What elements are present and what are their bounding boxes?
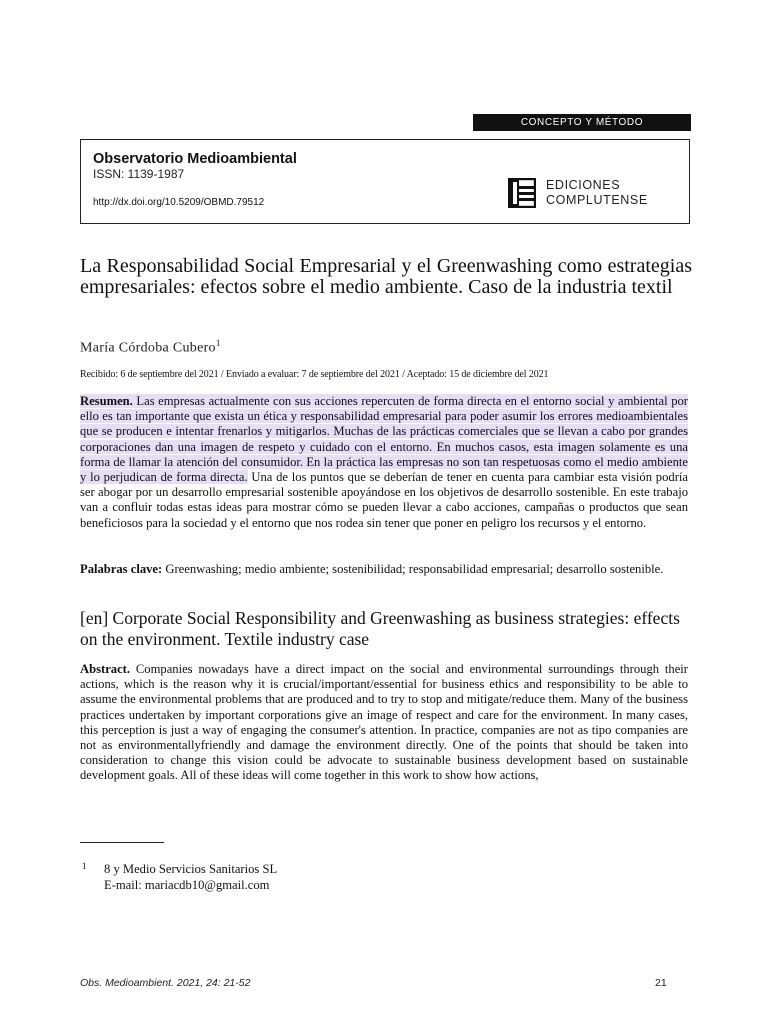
article-title: La Responsabilidad Social Empresarial y el Greenwashing como estrategias empresariales: efectos sobre el medio ambiente. Caso de la industria textil <box>80 255 692 298</box>
keywords-label: Palabras clave: <box>80 562 163 576</box>
footnote-email[interactable]: E-mail: mariacdb10@gmail.com <box>104 878 270 892</box>
abstract-label: Abstract. <box>80 662 131 676</box>
keywords-paragraph <box>80 562 688 577</box>
abstract-paragraph <box>80 662 688 784</box>
footer-citation: Obs. Medioambient. 2021, 24: 21-52 <box>80 977 251 989</box>
resumen-text: Una de los puntos que se deberían de tener en cuenta para cambiar esta visión podría ser abogar por un desarrollo empresarial sostenible apoyándose en los objetivos de desarrollo sostenible. En este trabajo van a confluir todas estas ideas para mostrar cómo se pueden llevar a cabo acciones, campañas o productos que sean beneficiosos para la sociedad y el entorno que nos rodea sin tener que poner en peligro los recursos y el entorno. <box>80 470 688 530</box>
journal-doi-link[interactable]: http://dx.doi.org/10.5209/OBMD.79512 <box>93 197 265 208</box>
resumen-label: Resumen. <box>80 394 133 408</box>
resumen-highlighted-text: Las empresas actualmente con sus acciones repercuten de forma directa en el entorno social y ambiental por ello es tan importante que exista un ética y responsabilidad empresarial para poder asumir los errores medioambientales que se producen e intentar frenarlos y mitigarlos. Muchas de las prácticas comerciales que se llevan a cabo por grandes corporaciones dan una imagen de respeto y cuidado con el entorno. En muchos casos, esta imagen solamente es una forma de llamar la atención del consumidor. En la práctica las empresas no son tan respetuosas como el medio ambiente y lo perjudican de forma directa. <box>80 394 688 485</box>
keywords-text: Greenwashing; medio ambiente; sostenibilidad; responsabilidad empresarial; desarrollo sostenible. <box>165 562 664 576</box>
journal-name: Observatorio Medioambiental <box>93 151 297 167</box>
author-footnote-mark[interactable]: 1 <box>215 338 221 348</box>
resumen-paragraph <box>80 394 688 531</box>
footnote-affiliation: 8 y Medio Servicios Sanitarios SL <box>104 862 278 876</box>
footnote-divider <box>80 842 164 843</box>
footnote-text <box>104 861 277 893</box>
publisher-line-1: EDICIONES <box>546 178 621 192</box>
section-badge: CONCEPTO Y MÉTODO <box>473 114 691 131</box>
author-name: María Córdoba Cubero <box>80 340 216 356</box>
page-number: 21 <box>655 977 667 989</box>
journal-header-box <box>80 139 690 224</box>
journal-issn: ISSN: 1139-1987 <box>93 167 185 181</box>
submission-dates: Recibido: 6 de septiembre del 2021 / Enviado a evaluar: 7 de septiembre del 2021 / Aceptado: 15 de diciembre del 2021 <box>80 369 549 380</box>
english-title: [en] Corporate Social Responsibility and Greenwashing as business strategies: effects on the environment. Textile industry case <box>80 608 680 649</box>
footnote-number: 1 <box>82 861 87 871</box>
abstract-text: Companies nowadays have a direct impact on the social and environmental surroundings through their actions, which is the reason why it is crucial/important/essential for business ethics and responsibility to be able to assume the environmental problems that are produced and to try to stop and mitigate/reduce them. Many of the business practices undertaken by important corporations give an image of respect and care for the environment. In many cases, this perception is just a way of engaging the consumer's attention. In practice, companies are not as tipo companies are not as environmentallyfriendly and damage the environment directly. One of the points that should be taken into consideration to change this vision could be advocate to sustainable business development based on sustainable development goals. All of these ideas will come together in this work to show how actions, <box>80 662 688 783</box>
ediciones-complutense-logo-icon <box>508 178 536 208</box>
author-line <box>80 338 221 357</box>
publisher-line-2: COMPLUTENSE <box>546 193 648 207</box>
publisher-name <box>546 178 648 208</box>
